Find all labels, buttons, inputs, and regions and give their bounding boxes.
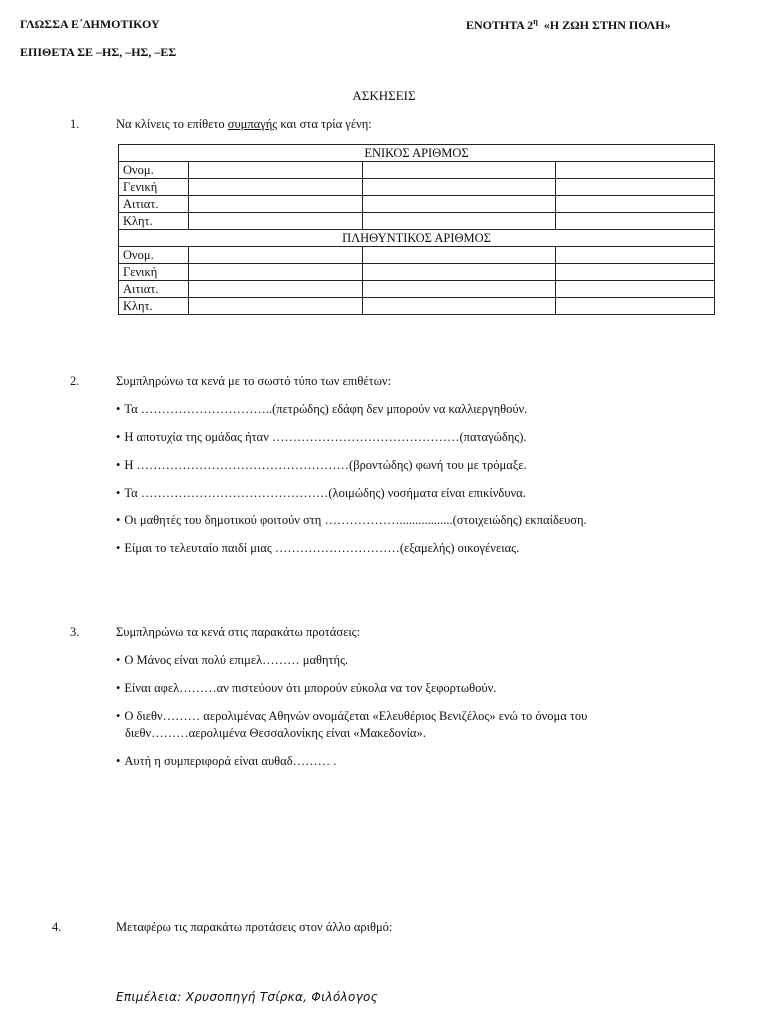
ex1-text-before: Να κλίνεις το επίθετο (116, 117, 228, 131)
ex2-item-text: Η ……………………………………………(βροντώδης) φωνή του με τρόμαξε. (124, 458, 527, 472)
ex3-item-text: Ο διεθν……… αερολιμένας Αθηνών ονομάζεται «Ελευθέριος Βενιζέλος» ενώ το όνομα του (124, 709, 588, 723)
answer-cell[interactable] (556, 196, 715, 213)
answer-cell[interactable] (556, 179, 715, 196)
ex1-adjective: συμπαγής (227, 117, 278, 131)
answer-cell[interactable] (189, 213, 363, 230)
unit-title: «Η ΖΩΗ ΣΤΗΝ ΠΟΛΗ» (543, 18, 671, 32)
ex1-text-after: και στα τρία γένη: (277, 117, 372, 131)
answer-cell[interactable] (189, 281, 363, 298)
table-row (119, 298, 715, 315)
answer-cell[interactable] (556, 162, 715, 179)
list-item: • Είναι αφελ………αν πιστεύουν ότι μπορούν εύκολα να τον ξεφορτωθούν. (116, 681, 497, 695)
ex1-instruction (116, 117, 372, 132)
answer-cell[interactable] (189, 298, 363, 315)
table-row (119, 247, 715, 264)
ex3-item-text: διεθν………αερολιμένα Θεσσαλονίκης είναι «Μακεδονία». (125, 726, 426, 740)
answer-cell[interactable] (363, 247, 556, 264)
list-item: • Η αποτυχία της ομάδας ήταν ………………………………………(παταγώδης). (116, 430, 527, 444)
list-item: • Ο διεθν……… αερολιμένας Αθηνών ονομάζεται «Ελευθέριος Βενιζέλος» ενώ το όνομα του (116, 709, 588, 723)
plural-header: ΠΛΗΘΥΝΤΙΚΟΣ ΑΡΙΘΜΟΣ (119, 230, 715, 247)
list-item: • Οι μαθητές του δημοτικού φοιτούν στη ……………….................(στοιχειώδης) εκπαίδευση. (116, 513, 587, 527)
answer-cell[interactable] (363, 213, 556, 230)
ex3-number: 3. (70, 625, 80, 639)
answer-cell[interactable] (189, 247, 363, 264)
table-row (119, 281, 715, 298)
ex2-item-text: Είμαι το τελευταίο παιδί μιας …………………………(εξαμελής) οικογένειας. (124, 541, 520, 555)
case-label: Κλητ. (119, 213, 189, 230)
table-row (119, 145, 715, 162)
case-label: Ονομ. (119, 162, 189, 179)
table-row (119, 230, 715, 247)
ex3-instruction: Συμπληρώνω τα κενά στις παρακάτω προτάσεις: (116, 625, 361, 639)
list-item: • Τα ………………………………………(λοιμώδης) νοσήματα είναι επικίνδυνα. (116, 486, 526, 500)
ex2-instruction: Συμπληρώνω τα κενά με το σωστό τύπο των επιθέτων: (116, 374, 392, 388)
answer-cell[interactable] (556, 298, 715, 315)
topic-heading: ΕΠΙΘΕΤΑ ΣΕ –ΗΣ, –ΗΣ, –ΕΣ (20, 45, 177, 59)
list-item: • Αυτή η συμπεριφορά είναι αυθαδ……… . (116, 754, 337, 768)
answer-cell[interactable] (363, 281, 556, 298)
answer-cell[interactable] (363, 196, 556, 213)
case-label: Αιτιατ. (119, 196, 189, 213)
ex2-item-text: Τα ………………………………………(λοιμώδης) νοσήματα είναι επικίνδυνα. (124, 486, 526, 500)
answer-cell[interactable] (556, 213, 715, 230)
unit-prefix: ΕΝΟΤΗΤΑ 2 (466, 18, 534, 32)
answer-cell[interactable] (556, 264, 715, 281)
answer-cell[interactable] (189, 264, 363, 281)
list-item: • Είμαι το τελευταίο παιδί μιας …………………………(εξαμελής) οικογένειας. (116, 541, 520, 555)
list-item: • Η ……………………………………………(βροντώδης) φωνή του με τρόμαξε. (116, 458, 527, 472)
list-item: • Ο Μάνος είναι πολύ επιμελ……… μαθητής. (116, 653, 349, 667)
singular-header: ΕΝΙΚΟΣ ΑΡΙΘΜΟΣ (119, 145, 715, 162)
table-row (119, 213, 715, 230)
case-label: Γενική (119, 264, 189, 281)
footer-credit: Επιμέλεια: Χρυσοπηγή Τσίρκα, Φιλόλογος (116, 990, 378, 1004)
ex2-item-text: Τα …………………………..(πετρώδης) εδάφη δεν μπορούν να καλλιεργηθούν. (124, 402, 528, 416)
answer-cell[interactable] (363, 298, 556, 315)
unit-sup: η (533, 17, 538, 26)
table-row (119, 179, 715, 196)
answer-cell[interactable] (189, 196, 363, 213)
subject-heading: ΓΛΩΣΣΑ Ε΄ΔΗΜΟΤΙΚΟΥ (20, 17, 160, 31)
list-item-continuation (125, 726, 426, 741)
table-row (119, 264, 715, 281)
ex1-number: 1. (70, 117, 80, 131)
page-title: ΑΣΚΗΣΕΙΣ (352, 88, 416, 103)
answer-cell[interactable] (363, 162, 556, 179)
ex3-item-text: Είναι αφελ………αν πιστεύουν ότι μπορούν εύκολα να τον ξεφορτωθούν. (124, 681, 497, 695)
declension-table (118, 144, 715, 315)
unit-heading (466, 17, 671, 33)
list-item: • Τα …………………………..(πετρώδης) εδάφη δεν μπορούν να καλλιεργηθούν. (116, 402, 528, 416)
case-label: Αιτιατ. (119, 281, 189, 298)
answer-cell[interactable] (556, 281, 715, 298)
case-label: Γενική (119, 179, 189, 196)
case-label: Κλητ. (119, 298, 189, 315)
answer-cell[interactable] (363, 264, 556, 281)
table-row (119, 196, 715, 213)
ex2-number: 2. (70, 374, 80, 388)
ex3-item-text: Αυτή η συμπεριφορά είναι αυθαδ……… . (124, 754, 337, 768)
ex3-item-text: Ο Μάνος είναι πολύ επιμελ……… μαθητής. (124, 653, 349, 667)
answer-cell[interactable] (363, 179, 556, 196)
ex2-item-text: Η αποτυχία της ομάδας ήταν ………………………………………(παταγώδης). (124, 430, 527, 444)
answer-cell[interactable] (189, 162, 363, 179)
case-label: Ονομ. (119, 247, 189, 264)
table-row (119, 162, 715, 179)
ex2-item-text: Οι μαθητές του δημοτικού φοιτούν στη ……………….................(στοιχειώδης) εκπαίδευση. (124, 513, 587, 527)
answer-cell[interactable] (189, 179, 363, 196)
ex4-number: 4. (52, 920, 62, 934)
answer-cell[interactable] (556, 247, 715, 264)
ex4-instruction: Μεταφέρω τις παρακάτω προτάσεις στον άλλο αριθμό: (116, 920, 393, 934)
